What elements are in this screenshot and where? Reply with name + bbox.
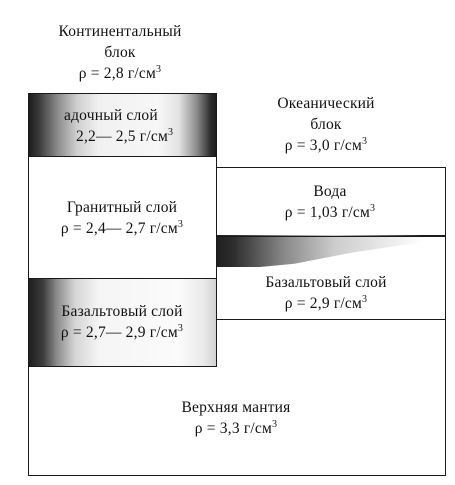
oceanic-basalt-label: [226, 272, 426, 314]
oceanic-title-line2: блок: [310, 116, 342, 133]
water-name: Вода: [313, 183, 347, 200]
granite-density: ρ = 2,4— 2,7 $г/см^3$: [60, 219, 184, 237]
water-density: ρ = 1,03 $г/см^3$: [284, 203, 376, 221]
oceanic-block-title: [226, 93, 426, 156]
sedimentary-name: адочный слой: [64, 107, 158, 124]
oceanic-density: ρ = 3,0 $г/см^3$: [284, 136, 368, 154]
continental-title-line2: блок: [104, 44, 136, 61]
water-label: [230, 181, 430, 223]
continental-basalt-name: Базальтовый слой: [61, 303, 183, 320]
continental-title-line1: Континентальный: [58, 23, 182, 40]
granite-name: Гранитный слой: [66, 199, 178, 216]
oceanic-basalt-density: ρ = 2,9 $г/см^3$: [284, 294, 368, 312]
sedimentary-density: 2,2— 2,5 $г/см^3$: [76, 127, 174, 145]
continental-basalt-density: ρ = 2,7— 2,9 $г/см^3$: [60, 323, 184, 341]
mantle-name: Верхняя мантия: [181, 399, 291, 416]
sedimentary-label: [58, 105, 218, 147]
continental-basalt-label: [22, 301, 222, 343]
oceanic-title-line1: Океанический: [277, 95, 375, 112]
oceanic-basalt-name: Базальтовый слой: [265, 274, 387, 291]
mantle-density: ρ = 3,3 $г/см^3$: [194, 419, 278, 437]
granite-label: [22, 197, 222, 239]
upper-mantle-label: [136, 397, 336, 439]
continental-block-title: [20, 21, 220, 84]
continental-density: ρ = 2,8 $г/см^3$: [78, 64, 162, 82]
